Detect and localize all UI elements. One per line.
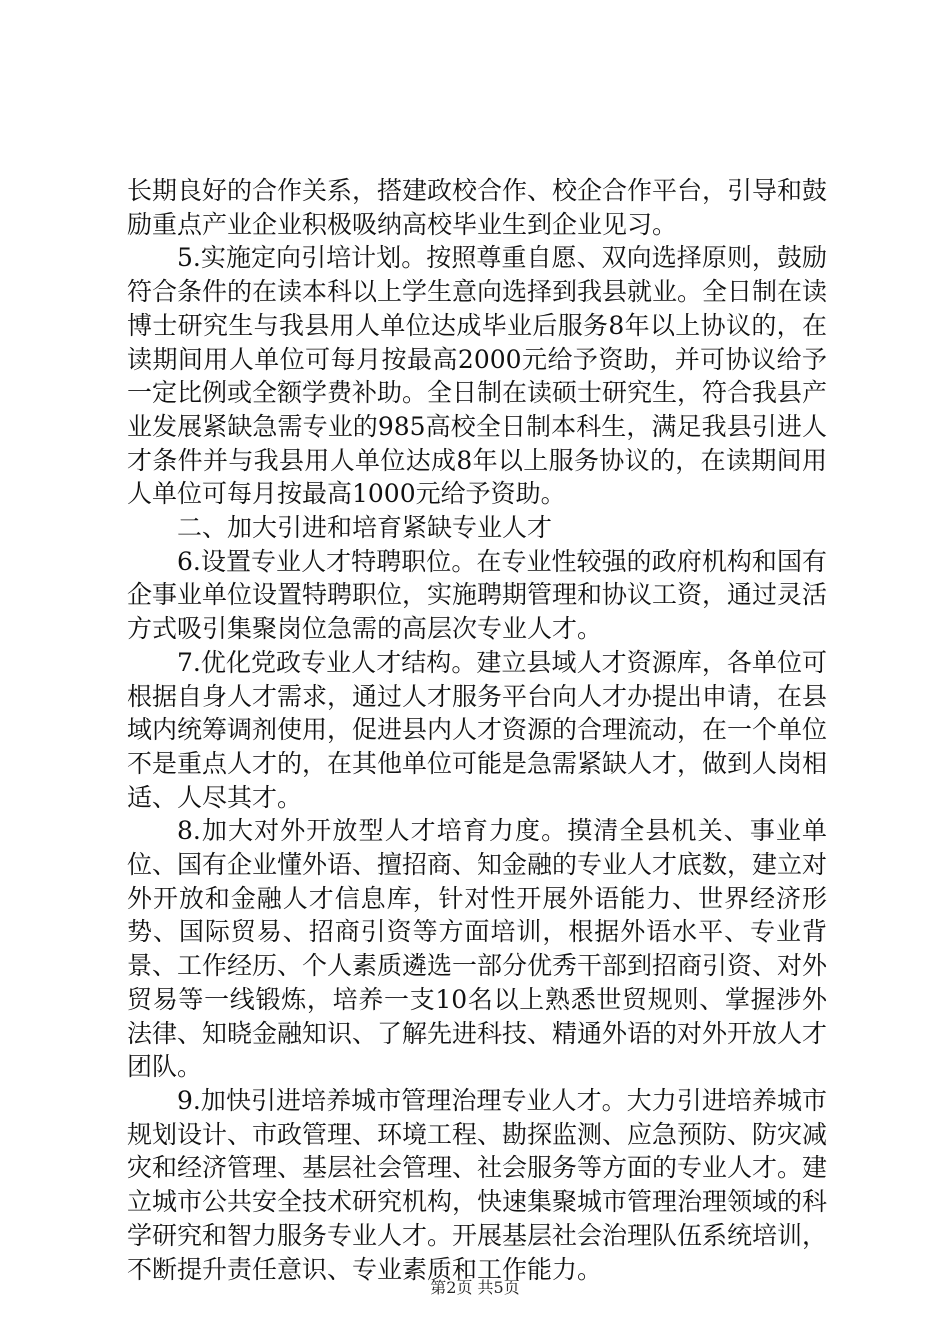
paragraph-continuation: 长期良好的合作关系，搭建政校合作、校企合作平台，引导和鼓励重点产业企业积极吸纳高校毕业生到企业见习。	[127, 176, 828, 239]
paragraph-item-8: 8.加大对外开放型人才培育力度。摸清全县机关、事业单位、国有企业懂外语、擅招商、知金融的专业人才底数，建立对外开放和金融人才信息库，针对性开展外语能力、世界经济形势、国际贸易、招商引资等方面培训，根据外语水平、专业背景、工作经历、个人素质遴选一部分优秀干部到招商引资、对外贸易等一线锻炼，培养一支10名以上熟悉世贸规则、掌握涉外法律、知晓金融知识、了解先进科技、精通外语的对外开放人才团队。	[127, 816, 828, 1082]
document-body	[127, 174, 827, 1286]
paragraph-item-9: 9.加快引进培养城市管理治理专业人才。大力引进培养城市规划设计、市政管理、环境工程、勘探监测、应急预防、防灾减灾和经济管理、基层社会管理、社会服务等方面的专业人才。建立城市公共安全技术研究机构，快速集聚城市管理治理领域的科学研究和智力服务专业人才。开展基层社会治理队伍系统培训，不断提升责任意识、专业素质和工作能力。	[127, 1085, 828, 1284]
section-heading-2: 二、加大引进和培育紧缺专业人才	[177, 513, 553, 543]
paragraph-item-5: 5.实施定向引培计划。按照尊重自愿、双向选择原则，鼓励符合条件的在读本科以上学生意向选择到我县就业。全日制在读博士研究生与我县用人单位达成毕业后服务8年以上协议的，在读期间用人单位可每月按最高2000元给予资助，并可协议给予一定比例或全额学费补助。全日制在读硕士研究生，符合我县产业发展紧缺急需专业的985高校全日制本科生，满足我县引进人才条件并与我县用人单位达成8年以上服务协议的，在读期间用人单位可每月按最高1000元给予资助。	[127, 243, 828, 509]
paragraph-item-6: 6.设置专业人才特聘职位。在专业性较强的政府机构和国有企事业单位设置特聘职位，实施聘期管理和协议工资，通过灵活方式吸引集聚岗位急需的高层次专业人才。	[127, 546, 828, 644]
page-footer: 第2页 共5页	[430, 1278, 520, 1297]
paragraph-item-7: 7.优化党政专业人才结构。建立县域人才资源库，各单位可根据自身人才需求，通过人才服务平台向人才办提出申请，在县域内统筹调剂使用，促进县内人才资源的合理流动，在一个单位不是重点人才的，在其他单位可能是急需紧缺人才，做到人岗相适、人尽其才。	[127, 647, 828, 812]
